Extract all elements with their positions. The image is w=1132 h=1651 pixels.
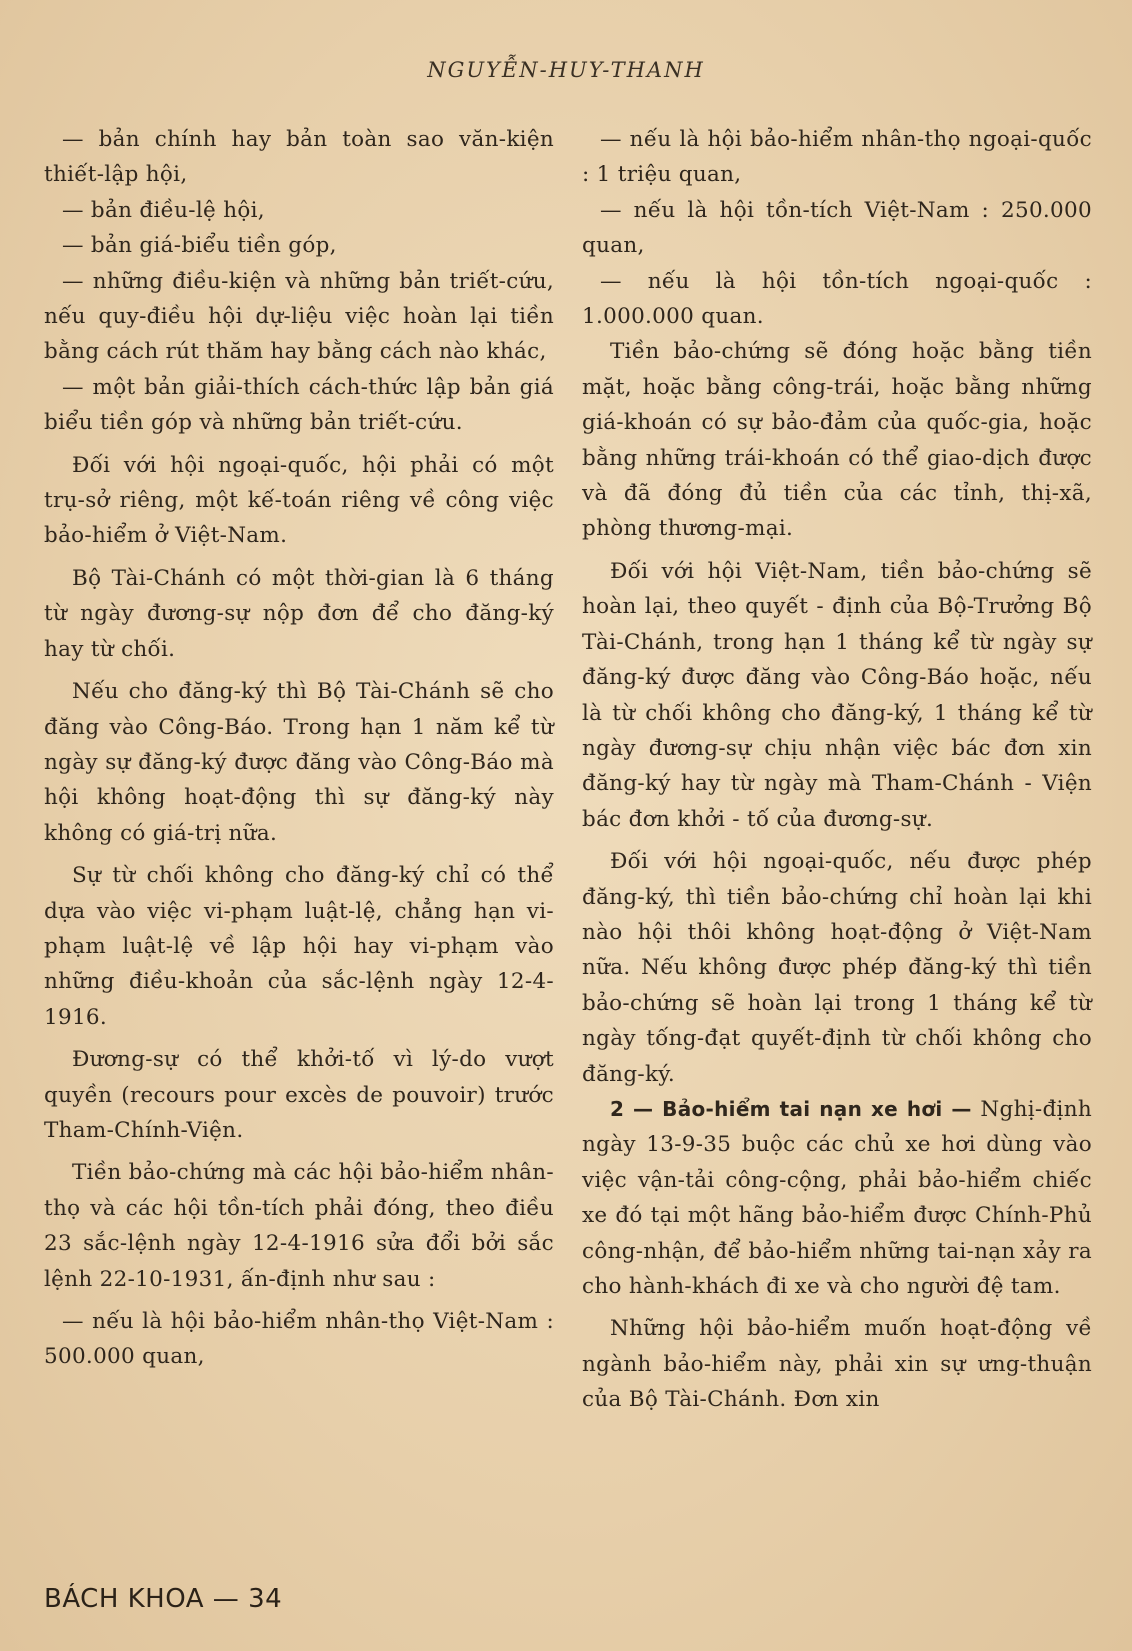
paragraph: — nếu là hội bảo-hiểm nhân-thọ Việt-Nam : 500.000 quan,: [44, 1309, 554, 1370]
paragraph: — một bản giải-thích cách-thức lập bản giá biểu tiền góp và những bản triết-cứu.: [44, 374, 554, 436]
left-column: [44, 122, 554, 1375]
paragraph: — nếu là hội tồn-tích Việt-Nam : 250.000 quan,: [582, 197, 1092, 259]
paragraph: Bộ Tài-Chánh có một thời-gian là 6 tháng từ ngày đương-sự nộp đơn để cho đăng-ký hay từ chối.: [44, 565, 554, 662]
paragraph: — bản giá-biểu tiền góp,: [62, 233, 337, 259]
paragraph: Sự từ chối không cho đăng-ký chỉ có thể dựa vào việc vi-phạm luật-lệ, chẳng hạn vi-phạm luật-lệ về lập hội hay vi-phạm vào những điều-khoản của sắc-lệnh ngày 12-4-1916.: [44, 863, 554, 1030]
page-footer: [44, 1584, 282, 1614]
paragraph: Đối với hội Việt-Nam, tiền bảo-chứng sẽ hoàn lại, theo quyết - định của Bộ-Trưởng Bộ Tài-Chánh, trong hạn 1 tháng kể từ ngày sự đăng-ký được đăng vào Công-Báo hoặc, nếu là từ chối không cho đăng-ký, 1 tháng kể từ ngày đương-sự chịu nhận việc bác đơn xin đăng-ký hay từ ngày mà Tham-Chánh - Viện bác đơn khởi - tố của đương-sự.: [582, 558, 1092, 832]
section-text: Nghị-định ngày 13-9-35 buộc các chủ xe hơi dùng vào việc vận-tải công-cộng, phải bảo-hiểm chiếc xe đó tại một hãng bảo-hiểm được Chính-Phủ công-nhận, để bảo-hiểm những tai-nạn xảy ra cho hành-khách đi xe và cho người đệ tam.: [582, 1096, 1092, 1299]
paragraph: Đối với hội ngoại-quốc, hội phải có một trụ-sở riêng, một kế-toán riêng về công việc bảo-hiểm ở Việt-Nam.: [44, 452, 554, 549]
running-header: NGUYỄN-HUY-THANH: [427, 58, 705, 82]
paragraph: — nếu là hội bảo-hiểm nhân-thọ ngoại-quốc : 1 triệu quan,: [582, 127, 1092, 188]
paragraph: Đối với hội ngoại-quốc, nếu được phép đăng-ký, thì tiền bảo-chứng chỉ hoàn lại khi nào hội thôi không hoạt-động ở Việt-Nam nữa. Nếu không được phép đăng-ký thì tiền bảo-chứng sẽ hoàn lại trong 1 tháng kể từ ngày tống-đạt quyết-định từ chối không cho đăng-ký.: [582, 849, 1092, 1087]
paragraph: — bản điều-lệ hội,: [62, 197, 265, 223]
paragraph: Tiền bảo-chứng sẽ đóng hoặc bằng tiền mặt, hoặc bằng công-trái, hoặc bằng những giá-khoán có sự bảo-đảm của quốc-gia, hoặc bằng những trái-khoán có thể giao-dịch được và đã đóng đủ tiền của các tỉnh, thị-xã, phòng thương-mại.: [582, 339, 1092, 542]
paragraph: — bản chính hay bản toàn sao văn-kiện thiết-lập hội,: [44, 127, 554, 188]
paragraph: Những hội bảo-hiểm muốn hoạt-động về ngành bảo-hiểm này, phải xin sự ưng-thuận của Bộ Tài-Chánh. Đơn xin: [582, 1316, 1092, 1413]
paragraph: Nếu cho đăng-ký thì Bộ Tài-Chánh sẽ cho đăng vào Công-Báo. Trong hạn 1 năm kể từ ngày sự đăng-ký được đăng vào Công-Báo mà hội không hoạt-động thì sự đăng-ký này không có giá-trị nữa.: [44, 679, 554, 846]
paragraph: — nếu là hội tồn-tích ngoại-quốc : 1.000.000 quan.: [582, 268, 1092, 330]
right-column: [582, 122, 1092, 1418]
page-number: 34: [248, 1584, 283, 1614]
section-heading: 2 — Bảo-hiểm tai nạn xe hơi —: [610, 1096, 972, 1121]
magazine-name: BÁCH KHOA —: [44, 1584, 240, 1614]
paragraph: — những điều-kiện và những bản triết-cứu, nếu quy-điều hội dự-liệu việc hoàn lại tiền bằng cách rút thăm hay bằng cách nào khác,: [44, 268, 554, 365]
paragraph: Đương-sự có thể khởi-tố vì lý-do vượt quyền (recours pour excès de pouvoir) trước Tham-Chính-Viện.: [44, 1047, 554, 1143]
section-paragraph: [582, 1092, 1092, 1304]
paragraph: Tiền bảo-chứng mà các hội bảo-hiểm nhân-thọ và các hội tồn-tích phải đóng, theo điều 23 sắc-lệnh ngày 12-4-1916 sửa đổi bởi sắc lệnh 22-10-1931, ấn-định như sau :: [44, 1160, 554, 1292]
